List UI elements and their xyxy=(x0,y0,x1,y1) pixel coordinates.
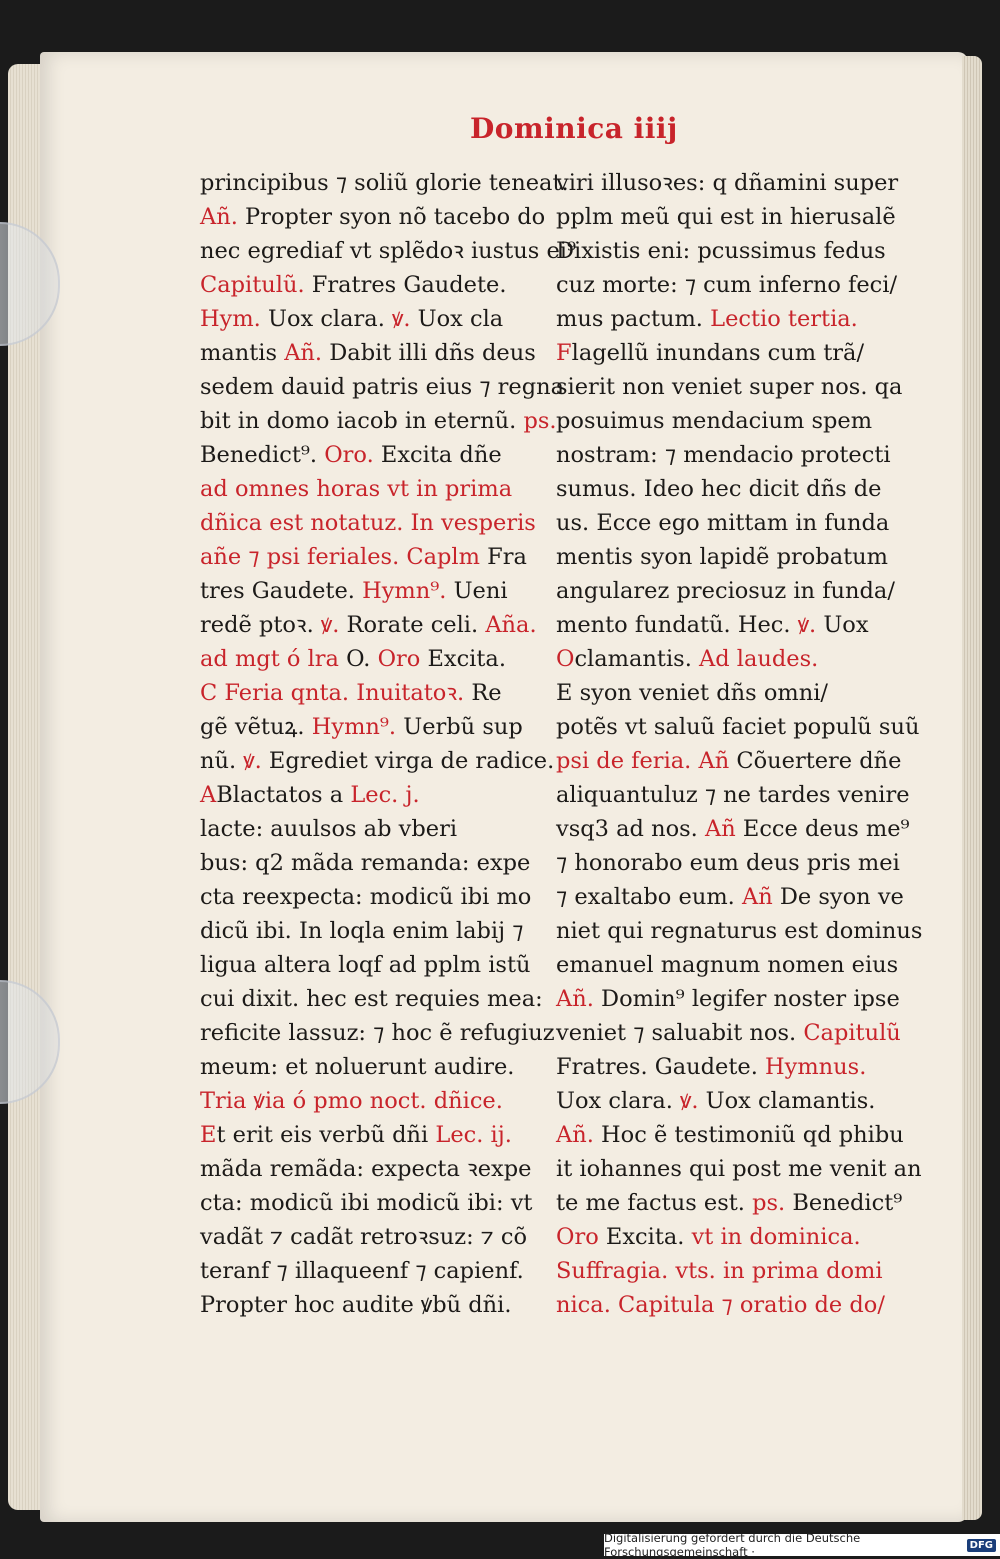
rubric-text: dñica est notatuz. In vesperis xyxy=(200,510,536,536)
body-text: ⁊ exaltabo eum. xyxy=(556,884,742,910)
body-text: Excita dñe xyxy=(380,442,502,468)
left-column-line xyxy=(200,1118,540,1152)
left-column-line xyxy=(200,1050,540,1084)
right-column-line xyxy=(556,642,894,676)
body-text: aliquantuluz ⁊ ne tardes venire xyxy=(556,782,910,808)
right-text-column xyxy=(556,166,923,1322)
right-column-line xyxy=(556,710,920,744)
body-text: cui dixit. hec est requies mea: xyxy=(200,986,543,1012)
body-text: Fratres. Gaudete. xyxy=(556,1054,766,1080)
rubric-text: Añ. xyxy=(200,204,246,230)
right-column-line xyxy=(556,1254,894,1288)
rubric-text: E xyxy=(200,1122,217,1148)
rubric-text: Oro. xyxy=(324,442,381,468)
left-column-line xyxy=(200,982,543,1016)
rubric-text: Oro xyxy=(377,646,428,672)
body-text: De syon ve xyxy=(779,884,904,910)
left-column-line xyxy=(200,812,540,846)
body-text: Uox cla xyxy=(417,306,504,332)
left-column-line xyxy=(200,914,540,948)
body-text: pplm meũ qui est in hierusalẽ xyxy=(556,204,896,230)
body-text: Propter syon nõ tacebo do xyxy=(245,204,546,230)
left-column-line xyxy=(200,1220,540,1254)
rubric-text: nica. Capitula ⁊ oratio de do/ xyxy=(556,1292,885,1318)
right-column-line xyxy=(556,744,902,778)
right-column-line xyxy=(556,404,894,438)
rubric-text: Añ. xyxy=(556,1122,602,1148)
right-column-line xyxy=(556,540,894,574)
body-text: meum: et noluerunt audire. xyxy=(200,1054,515,1080)
rubric-text: vt in dominica. xyxy=(691,1224,861,1250)
body-text: nostram: ⁊ mendacio protecti xyxy=(556,442,891,468)
rubric-text: Hym. xyxy=(200,306,268,332)
right-column-line xyxy=(556,438,894,472)
left-column-line xyxy=(200,506,540,540)
body-text: Uox clara. xyxy=(556,1088,681,1114)
left-column-line xyxy=(200,1084,540,1118)
left-column-line xyxy=(200,234,576,268)
left-column-line xyxy=(200,880,540,914)
rubric-text: ꝟ. xyxy=(680,1088,706,1114)
left-column-line xyxy=(200,608,540,642)
body-text: viri illusoꝛes: q dñamini super xyxy=(556,170,899,196)
body-text: cta: modicũ ibi modicũ ibi: vt xyxy=(200,1190,533,1216)
right-column-line xyxy=(556,472,894,506)
left-column-line xyxy=(200,1186,540,1220)
body-text: it iohannes qui post me venit an xyxy=(556,1156,922,1182)
body-text: sumus. Ideo hec dicit dñs de xyxy=(556,476,882,502)
body-text: ⁊ honorabo eum deus pris mei xyxy=(556,850,900,876)
body-text: posuimus mendacium spem xyxy=(556,408,873,434)
left-text-column xyxy=(200,166,576,1322)
left-column-line xyxy=(200,438,540,472)
right-column-line xyxy=(556,574,894,608)
right-column-line xyxy=(556,1288,894,1322)
left-column-line xyxy=(200,404,557,438)
rubric-text: ad mgt ó lra xyxy=(200,646,347,672)
body-text: Hoc ẽ testimoniũ qd phibu xyxy=(601,1122,904,1148)
body-text: nec egrediaf vt splẽdoꝛ iustus ei⁹ xyxy=(200,238,576,264)
body-text: sedem dauid patris eius ⁊ regna xyxy=(200,374,565,400)
left-column-line xyxy=(200,778,540,812)
rubric-text: psi de feria. Añ xyxy=(556,748,737,774)
body-text: Cõuertere dñe xyxy=(736,748,902,774)
right-column-line xyxy=(556,948,899,982)
rubric-text: ad omnes horas vt in prima xyxy=(200,476,513,502)
body-text: Ueni xyxy=(453,578,508,604)
right-column-line xyxy=(556,914,923,948)
left-column-line xyxy=(200,744,555,778)
body-text: bus: q2 mãda remanda: expe xyxy=(200,850,531,876)
rubric-text: Hymnus. xyxy=(765,1054,867,1080)
body-text: Re xyxy=(471,680,502,706)
body-text: Uox xyxy=(823,612,869,638)
body-text: vadãt ⁊ cadãt retroꝛsuz: ⁊ cõ xyxy=(200,1224,528,1250)
rubric-text: ꝟ. xyxy=(320,612,347,638)
body-text: Excita. xyxy=(427,646,506,672)
body-text: reficite lassuz: ⁊ hoc ẽ refugiuz xyxy=(200,1020,555,1046)
rubric-text: Capitulũ. xyxy=(200,272,312,298)
body-text: mantis xyxy=(200,340,285,366)
rubric-text: ꝟ. xyxy=(797,612,824,638)
rubric-text: ꝟ. xyxy=(392,306,418,332)
body-text: Uox clamantis. xyxy=(705,1088,876,1114)
page-stack-right xyxy=(962,56,982,1520)
body-text: redẽ ptoꝛ. xyxy=(200,612,321,638)
body-text: Benedict⁹. xyxy=(200,442,325,468)
body-text: Blactatos a xyxy=(216,782,351,808)
rubric-text: Lec. ij. xyxy=(435,1122,512,1148)
left-column-line xyxy=(200,166,569,200)
left-column-line xyxy=(200,1152,540,1186)
left-column-line xyxy=(200,268,540,302)
footer-credit-text: Digitalisierung gefördert durch die Deutsche Forschungsgemeinschaft · xyxy=(604,1531,861,1559)
body-text: sierit non veniet super nos. qa xyxy=(556,374,903,400)
body-text: nũ. xyxy=(200,748,244,774)
left-column-line xyxy=(200,948,540,982)
body-text: te me factus est. xyxy=(556,1190,753,1216)
left-column-line xyxy=(200,710,540,744)
body-text: vsq3 ad nos. xyxy=(556,816,705,842)
rubric-text: Aña. xyxy=(485,612,537,638)
left-column-line xyxy=(200,574,540,608)
rubric-text: ꝟ. xyxy=(243,748,269,774)
right-column-line xyxy=(556,812,910,846)
rubric-text: ps. xyxy=(523,408,557,434)
body-text: niet qui regnaturus est dominus xyxy=(556,918,923,944)
right-column-line xyxy=(556,234,894,268)
right-column-line xyxy=(556,1084,894,1118)
left-column-line xyxy=(200,370,565,404)
body-text: mento fundatũ. Hec. xyxy=(556,612,798,638)
rubric-text: añe ⁊ psi feriales. Caplm xyxy=(200,544,488,570)
left-column-line xyxy=(200,846,540,880)
right-column-line xyxy=(556,336,894,370)
body-text: Domin⁹ legifer noster ipse xyxy=(601,986,900,1012)
body-text: Egrediet virga de radice. xyxy=(268,748,555,774)
body-text: Fra xyxy=(487,544,527,570)
right-column-line xyxy=(556,200,894,234)
right-column-line xyxy=(556,302,894,336)
rubric-text: Lec. j. xyxy=(350,782,420,808)
left-column-line xyxy=(200,302,540,336)
body-text: lagellũ inundans cum trã/ xyxy=(571,340,865,366)
right-column-line xyxy=(556,1016,901,1050)
dfg-logo: DFG xyxy=(967,1539,996,1552)
rubric-text: Ad laudes. xyxy=(699,646,819,672)
body-text: Benedict⁹ xyxy=(792,1190,903,1216)
body-text: mentis syon lapidẽ probatum xyxy=(556,544,888,570)
right-column-line xyxy=(556,506,894,540)
body-text: gẽ vẽtuꝝ. xyxy=(200,714,312,740)
body-text: clamantis. xyxy=(574,646,699,672)
body-text: Dixistis eni: pcussimus fedus xyxy=(556,238,886,264)
right-column-line xyxy=(556,778,910,812)
right-column-line xyxy=(556,982,900,1016)
rubric-text: Añ xyxy=(705,816,743,842)
left-column-line xyxy=(200,336,540,370)
body-text: veniet ⁊ saluabit nos. xyxy=(556,1020,804,1046)
right-column-line xyxy=(556,1050,894,1084)
right-column-line xyxy=(556,370,903,404)
right-column-line xyxy=(556,1220,894,1254)
left-column-line xyxy=(200,472,540,506)
body-text: Fratres Gaudete. xyxy=(311,272,507,298)
body-text: bit in domo iacob in eternũ. xyxy=(200,408,524,434)
body-text: O. xyxy=(346,646,378,672)
body-text: angularez preciosuz in funda/ xyxy=(556,578,895,604)
body-text: Uerbũ sup xyxy=(403,714,523,740)
rubric-text: Capitulũ xyxy=(803,1020,901,1046)
right-column-line xyxy=(556,608,894,642)
left-column-line xyxy=(200,676,540,710)
body-text: teranf ⁊ illaqueenf ⁊ capienf. xyxy=(200,1258,524,1284)
body-text: cta reexpecta: modicũ ibi mo xyxy=(200,884,532,910)
rubric-text: Añ xyxy=(741,884,780,910)
rubric-text: O xyxy=(556,646,575,672)
right-column-line xyxy=(556,1118,904,1152)
body-text: emanuel magnum nomen eius xyxy=(556,952,899,978)
rubric-text: F xyxy=(556,340,572,366)
rubric-text: Tria ꝟia ó pmo noct. dñice. xyxy=(200,1088,503,1114)
body-text: t erit eis verbũ dñi xyxy=(216,1122,436,1148)
right-column-line xyxy=(556,166,899,200)
body-text: Excita. xyxy=(605,1224,692,1250)
body-text: principibus ⁊ soliũ glorie teneat. xyxy=(200,170,569,196)
body-text: mus pactum. xyxy=(556,306,711,332)
body-text: Ecce deus me⁹ xyxy=(742,816,910,842)
right-column-line xyxy=(556,1186,903,1220)
body-text: potẽs vt saluũ faciet populũ suũ xyxy=(556,714,920,740)
rubric-text: A xyxy=(200,782,217,808)
body-text: ligua altera loqf ad pplm istũ xyxy=(200,952,531,978)
right-column-line xyxy=(556,880,904,914)
rubric-text: Añ. xyxy=(284,340,330,366)
body-text: Uox clara. xyxy=(267,306,393,332)
left-column-line xyxy=(200,1288,540,1322)
rubric-text: Hymn⁹. xyxy=(362,578,454,604)
body-text: Propter hoc audite ꝟbũ dñi. xyxy=(200,1292,512,1318)
right-column-line xyxy=(556,676,894,710)
rubric-text: Suffragia. vts. in prima domi xyxy=(556,1258,883,1284)
body-text: mãda remãda: expecta ꝛexpe xyxy=(200,1156,532,1182)
rubric-text: Oro xyxy=(556,1224,606,1250)
left-column-line xyxy=(200,1016,555,1050)
body-text: Rorate celi. xyxy=(346,612,486,638)
rubric-text: ps. xyxy=(752,1190,793,1216)
rubric-text: Hymn⁹. xyxy=(311,714,404,740)
body-text: lacte: auulsos ab vberi xyxy=(200,816,458,842)
body-text: Dabit illi dñs deus xyxy=(329,340,536,366)
running-head: Dominica iiij xyxy=(470,112,678,145)
rubric-text: Lectio tertia. xyxy=(710,306,858,332)
left-column-line xyxy=(200,540,540,574)
rubric-text: Añ. xyxy=(556,986,602,1012)
body-text: dicũ ibi. In loqla enim labij ⁊ xyxy=(200,918,524,944)
body-text: tres Gaudete. xyxy=(200,578,363,604)
body-text: us. Ecce ego mittam in funda xyxy=(556,510,890,536)
footer-credit xyxy=(604,1531,1000,1559)
left-column-line xyxy=(200,200,546,234)
right-column-line xyxy=(556,1152,922,1186)
left-column-line xyxy=(200,1254,540,1288)
left-column-line xyxy=(200,642,540,676)
body-text: E syon veniet dñs omni/ xyxy=(556,680,828,706)
rubric-text: C Feria qnta. Inuitatoꝛ. xyxy=(200,680,472,706)
body-text: cuz morte: ⁊ cum inferno feci/ xyxy=(556,272,898,298)
right-column-line xyxy=(556,268,898,302)
right-column-line xyxy=(556,846,900,880)
